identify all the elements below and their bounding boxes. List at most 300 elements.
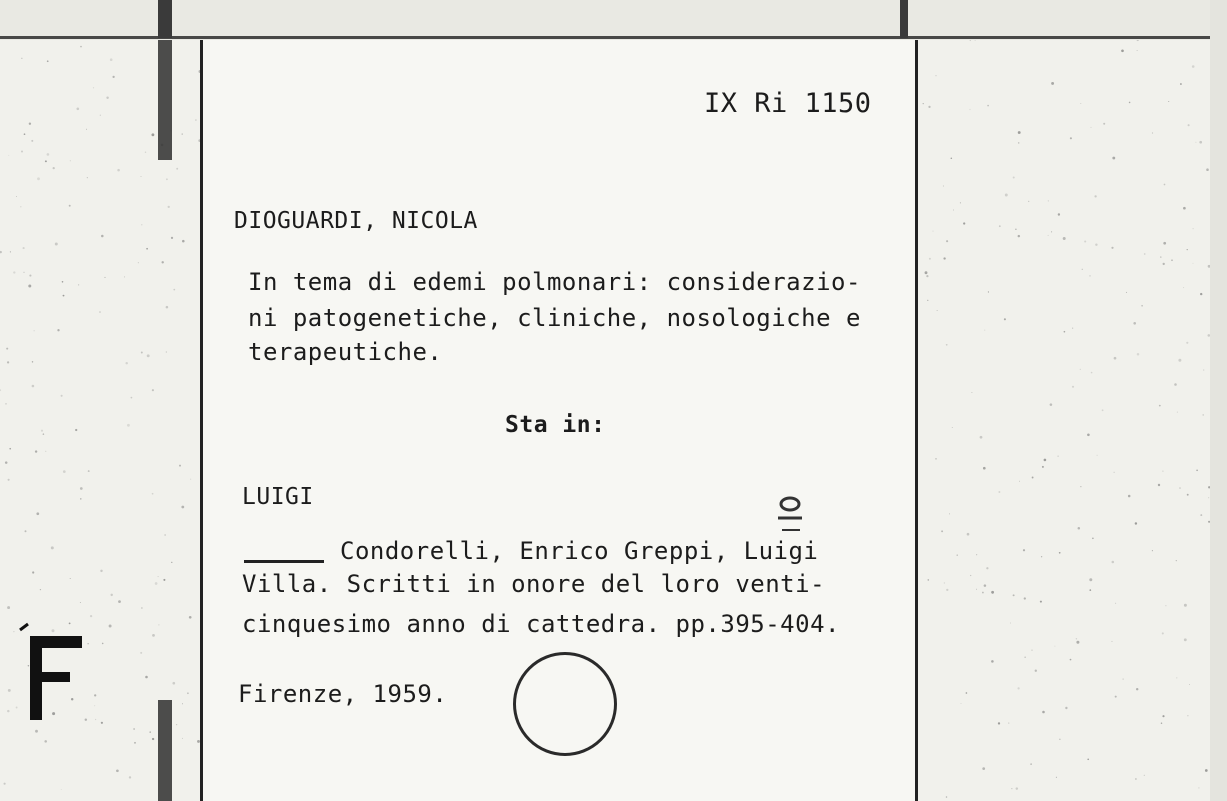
scan-speck [1152,132,1153,133]
scan-speck [162,261,164,263]
scan-speck [1187,249,1188,250]
scan-speck [1072,328,1073,329]
scan-speck [101,235,104,238]
scan-speck [957,554,958,555]
scan-speck [935,458,936,459]
scan-speck [181,506,184,509]
scan-speck [100,570,102,572]
scan-speck [923,103,924,104]
scan-speck [1205,769,1208,772]
scan-speck [28,285,31,288]
scan-speck [967,533,970,536]
scan-speck [1059,552,1061,554]
scan-speck [991,591,994,594]
scan-speck [984,584,987,587]
scan-speck [80,487,83,490]
scan-speck [1184,604,1187,607]
scan-speck [1013,176,1015,178]
scan-speck [1144,775,1145,776]
scan-speck [1010,623,1011,624]
scan-speck [76,107,79,110]
blank-author-dash [244,560,324,563]
scan-speck [1137,50,1138,51]
scan-speck [1048,235,1049,236]
source-line-2: Villa. Scritti in onore del loro venti- [242,570,826,598]
scan-speck [1103,123,1105,125]
scan-speck [116,769,119,772]
scan-speck [141,224,142,225]
scan-speck [187,692,189,694]
scan-speck [145,151,146,152]
scan-speck [173,289,175,291]
scan-speck [1123,679,1124,680]
scan-speck [1028,201,1029,202]
secondary-heading: LUIGI [242,484,314,510]
scan-speck [40,589,41,590]
scan-speck [61,789,62,790]
scan-speck [172,682,175,685]
scan-speck [69,205,71,207]
scan-speck [149,731,150,732]
imprint: Firenze, 1959. [238,680,448,708]
scan-speck [29,123,31,125]
scan-speck [1112,157,1115,160]
scan-speck [1102,409,1104,411]
scan-speck [1058,213,1060,215]
scan-speck [86,129,87,130]
scan-speck [1005,194,1008,197]
scan-speck [1163,263,1165,265]
scan-speck [7,710,9,712]
scan-speck [1171,259,1173,261]
scan-speck [980,436,983,439]
scan-speck [1144,253,1146,255]
scan-speck [1203,370,1204,371]
scan-speck [4,783,6,785]
scan-speck [943,257,945,259]
scan-speck [152,738,154,740]
scan-speck [118,600,121,603]
scan-speck [943,185,944,186]
scan-speck [1162,470,1164,472]
scan-speck [21,151,23,153]
scan-speck [152,389,154,391]
scan-speck [140,176,141,177]
handwritten-mark-icon [770,490,810,550]
scan-speck [152,634,155,637]
scan-speck [70,160,71,161]
scan-speck [1200,293,1202,295]
scan-speck [1051,231,1052,232]
scan-speck [37,177,40,180]
scan-speck [1054,646,1055,647]
scan-speck [966,692,968,694]
scan-speck [47,153,50,156]
scan-speck [166,178,168,180]
right-edge-strip [1210,0,1227,801]
scan-speck [983,467,986,470]
scan-speck [1133,322,1136,325]
scan-speck [1089,275,1090,276]
scan-speck [1165,605,1166,606]
scan-speck [13,271,15,273]
scan-speck [1089,578,1092,581]
scan-speck [1164,184,1166,186]
scan-speck [1056,777,1057,778]
scan-speck [1196,469,1198,471]
scan-speck [1059,739,1060,740]
scan-speck [1202,414,1204,416]
scan-speck [182,240,185,243]
scan-speck [158,576,159,577]
punch-hole-icon [513,652,617,756]
scan-speck [926,275,928,277]
scan-speck [976,589,977,590]
scan-speck [80,602,81,603]
scan-speck [1162,632,1164,634]
scan-speck [1072,386,1074,388]
scan-speck [1008,723,1009,724]
scan-speck [1076,638,1077,639]
scan-speck [1080,103,1081,104]
scan-speck [34,330,35,331]
scan-speck [1158,484,1160,486]
scan-speck [171,562,172,563]
scan-speck [1128,495,1131,498]
scan-speck [32,571,34,573]
source-line-1: Condorelli, Enrico Greppi, Luigi [340,537,819,565]
scan-speck [1024,597,1026,599]
scan-speck [29,275,31,277]
scan-speck [145,676,148,679]
scan-speck [13,631,14,632]
scan-speck [43,433,45,435]
scan-speck [999,225,1001,227]
scan-speck [951,157,953,159]
scan-speck [110,594,112,596]
scan-speck [984,330,985,331]
scan-speck [63,295,65,297]
scan-speck [94,694,96,696]
scan-speck [960,202,961,203]
title-line-2: ni patogenetiche, cliniche, nosologiche e [248,304,861,332]
scan-speck [1121,49,1124,52]
scan-speck [975,40,976,41]
scan-speck [1187,715,1188,716]
scan-speck [1011,788,1012,789]
scan-speck [20,206,21,207]
scan-speck [171,237,173,239]
scan-speck [109,625,112,628]
scan-speck [1114,357,1117,360]
scan-speck [62,281,64,283]
card-edge-shadow-bottom [158,700,172,801]
scan-speck [935,75,936,76]
scan-speck [182,703,183,704]
scan-speck [112,76,114,78]
scan-speck [47,60,49,62]
scan-speck [57,329,59,331]
scan-speck [179,465,181,467]
scan-speck [1044,459,1047,462]
scan-speck [195,119,197,121]
scan-speck [155,582,158,585]
scan-speck [1048,200,1049,201]
scan-speck [1070,659,1072,661]
scan-speck [61,395,63,397]
scan-speck [1198,787,1199,788]
drawer-letter-f-icon [18,622,88,722]
scan-speck [10,251,11,252]
scan-speck [1051,82,1054,85]
scan-speck [1064,331,1066,333]
scan-speck [166,306,169,309]
scan-speck [929,258,931,260]
scan-speck [1162,715,1164,717]
scan-speck [88,470,90,472]
scan-speck [1035,670,1037,672]
scan-speck [1136,688,1138,690]
scan-speck [1206,168,1209,171]
scan-speck [1183,287,1184,288]
scan-speck [80,46,82,48]
scan-speck [1141,305,1143,307]
scan-speck [1193,228,1194,229]
scan-speck [971,392,972,393]
scan-speck [32,361,33,362]
scan-speck [8,479,10,481]
scan-speck [1200,514,1202,516]
scan-speck [1084,240,1086,242]
scan-speck [1168,101,1169,102]
scan-speck [1082,269,1083,270]
scan-speck [7,606,10,609]
scan-speck [94,705,95,706]
scan-speck [1095,243,1097,245]
scan-speck [8,155,9,156]
scan-speck [1018,142,1020,144]
scan-speck [1135,778,1137,780]
scan-speck [1112,561,1115,564]
scan-speck [941,530,943,532]
scan-speck [998,491,1000,493]
scan-speck [1111,247,1113,249]
scan-speck [969,109,970,110]
scan-speck [129,776,131,778]
title-line-3: terapeutiche. [248,338,443,366]
scan-speck [23,247,25,249]
scan-speck [176,724,177,725]
scan-speck [1091,372,1093,374]
scan-speck [988,291,989,292]
scan-speck [163,579,165,581]
scan-speck [952,427,953,428]
scan-speck [1180,83,1182,85]
scan-speck [946,344,948,346]
scan-speck [963,222,965,224]
scan-speck [925,271,928,274]
scan-speck [1193,263,1194,264]
scan-speck [1183,207,1186,210]
scan-speck [182,738,183,739]
scan-speck [1089,589,1091,591]
stain-label: Sta in: [505,412,606,438]
scan-speck [24,133,26,135]
scan-speck [1160,256,1161,257]
author-heading: DIOGUARDI, NICOLA [234,208,478,234]
scan-speck [1057,455,1058,456]
scan-speck [36,512,39,515]
scan-speck [1017,687,1019,689]
scan-speck [9,448,11,450]
scan-speck [147,354,150,357]
scan-speck [1013,594,1015,596]
scan-speck [1019,481,1020,482]
scan-speck [1114,472,1115,473]
scan-speck [90,615,92,617]
scan-speck [45,160,47,162]
scan-speck [1092,538,1094,540]
scan-speck [93,87,94,88]
scan-speck [141,607,142,608]
scan-speck [176,168,178,170]
scan-speck [1015,229,1017,231]
scan-speck [1041,556,1042,557]
top-strip [0,0,1227,40]
scan-speck [127,424,130,427]
scan-speck [970,575,971,576]
scan-speck [927,300,928,301]
scan-speck [1065,707,1067,709]
scan-speck [944,582,945,583]
scan-speck [78,284,79,285]
scan-speck [190,479,191,480]
scan-speck [949,513,950,514]
scan-speck [44,740,47,743]
scan-speck [1023,549,1025,551]
scan-speck [0,389,1,391]
scan-speck [101,722,103,724]
scan-speck [1159,405,1161,407]
scan-speck [7,361,9,363]
scan-speck [16,196,17,197]
scan-speck [976,554,977,555]
scan-speck [124,276,125,277]
scan-speck [1192,65,1195,68]
scan-speck [99,311,101,313]
scan-speck [1199,141,1202,144]
scan-speck [75,429,77,431]
scan-speck [1076,641,1079,644]
title-line-1: In tema di edemi polmonari: considerazio- [248,268,861,296]
scan-speck [987,105,989,107]
scan-speck [41,430,43,432]
scan-speck [1016,787,1018,789]
scan-speck [55,243,58,246]
scan-speck [146,248,148,250]
scan-speck [1163,242,1166,245]
scan-speck [1178,359,1181,362]
scan-speck [1018,131,1021,134]
scan-speck [158,624,159,625]
scan-speck [182,133,183,134]
scan-speck [1176,677,1177,678]
scan-speck [1078,527,1081,530]
scan-speck [23,272,24,273]
scan-speck [53,167,55,169]
scan-speck [1161,722,1162,723]
scan-speck [1188,124,1190,126]
scan-speck [1040,601,1042,603]
scan-speck [953,209,954,210]
scan-speck [131,397,133,399]
scan-speck [140,652,142,654]
scan-speck [1135,522,1137,524]
scan-speck [933,231,934,232]
scan-speck [1018,235,1020,237]
scan-speck [138,262,139,263]
scan-speck [110,58,113,61]
top-rule [0,36,1227,39]
scan-speck [168,206,170,208]
scan-speck [982,592,984,594]
scan-speck [87,177,88,178]
card-tab-right [900,0,908,38]
card-edge-shadow-top [158,40,172,160]
scan-speck [133,728,135,730]
scan-speck [106,97,108,99]
scan-speck [102,643,104,645]
scan-speck [1179,487,1181,489]
card-tab-left [158,0,172,38]
scan-speck [946,796,948,798]
scan-speck [1042,466,1044,468]
scan-speck [1115,603,1116,604]
scan-speck [1031,650,1032,651]
scan-speck [1087,434,1090,437]
call-number: IX Ri 1150 [704,88,872,119]
scan-speck [928,106,930,108]
scan-speck [1042,711,1045,714]
scan-speck [1177,412,1178,413]
scan-speck [1176,560,1177,561]
scan-speck [1195,142,1196,143]
scan-speck [152,493,154,495]
scan-speck [80,498,81,499]
scan-speck [1091,127,1092,128]
scan-speck [946,240,948,242]
scan-speck [8,689,11,692]
scan-speck [141,352,143,354]
scan-speck [35,730,38,733]
scan-speck [1094,195,1096,197]
scan-speck [1080,369,1081,370]
scan-speck [166,351,167,352]
scan-speck [21,58,22,59]
scan-speck [1063,237,1066,240]
scan-speck [25,530,27,532]
scan-speck [946,589,948,591]
scan-speck [1030,763,1032,765]
scan-speck [1112,641,1113,642]
scan-speck [125,362,127,364]
scan-speck [104,277,105,278]
scan-speck [1025,657,1026,658]
scan-speck [1080,486,1081,487]
scan-speck [1004,318,1006,320]
scan-speck [5,461,8,464]
scan-speck [151,133,154,136]
